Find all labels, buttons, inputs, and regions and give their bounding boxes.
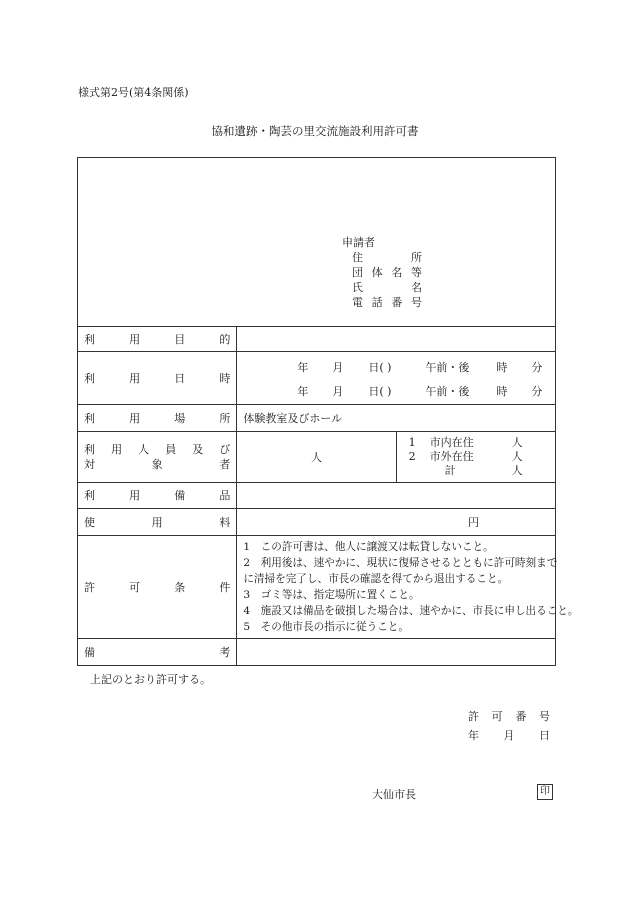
- purpose-label: 利 用 目 的: [78, 327, 237, 352]
- applicant-address-label: 住 所: [352, 251, 422, 264]
- fee-label: 使 用 料: [78, 509, 237, 536]
- condition-item: 5 その他市長の指示に従うこと。: [243, 621, 409, 633]
- equipment-value[interactable]: [237, 483, 556, 509]
- applicant-phone-label: 電 話 番 号: [352, 296, 422, 309]
- applicant-heading: 申請者: [342, 236, 375, 249]
- permit-table: [77, 157, 579, 666]
- persons-breakdown-row: 計 人: [444, 464, 523, 477]
- persons-breakdown-row: 1 市内在住 人: [408, 436, 523, 449]
- remarks-label: 備 考: [78, 639, 237, 666]
- applicant-section: [78, 158, 556, 327]
- date-line-start: 年 月 日( ) 午前・後 時 分: [297, 361, 543, 374]
- place-label: 利 用 場 所: [78, 405, 237, 432]
- persons-unit: 人: [310, 451, 322, 464]
- condition-item: 3 ゴミ等は、指定場所に置くこと。: [243, 589, 420, 601]
- condition-item: に清掃を完了し、市長の確認を得てから退出すること。: [243, 573, 509, 585]
- approval-statement: 上記のとおり許可する。: [90, 673, 211, 686]
- form-reference: 様式第2号(第4条関係): [78, 86, 189, 99]
- persons-label: 利 用 人 員 及 び 対 象 者: [78, 432, 237, 483]
- persons-breakdown: [396, 432, 555, 483]
- conditions-label: 許 可 条 件: [78, 536, 237, 639]
- permit-number-label: 許 可 番 号: [468, 710, 550, 723]
- date-line-end: 年 月 日( ) 午前・後 時 分: [297, 385, 543, 398]
- applicant-block: [342, 236, 422, 310]
- condition-item: 4 施設又は備品を破損した場合は、速やかに、市長に申し出ること。: [243, 605, 579, 617]
- purpose-value[interactable]: [237, 327, 556, 352]
- applicant-organization-label: 団 体 名 等: [352, 266, 422, 279]
- persons-total-value[interactable]: [237, 432, 396, 483]
- persons-breakdown-row: 2 市外在住 人: [408, 450, 523, 463]
- issuer-name: 大仙市長: [372, 788, 416, 801]
- date-label: 利 用 日 時: [78, 352, 237, 405]
- equipment-label: 利 用 備 品: [78, 483, 237, 509]
- fee-unit: 円: [468, 516, 479, 529]
- date-value[interactable]: [237, 352, 556, 405]
- permit-date-label: 年 月 日: [468, 729, 550, 742]
- fee-value[interactable]: [237, 509, 556, 536]
- remarks-value[interactable]: [237, 639, 556, 666]
- conditions-list: [237, 536, 579, 639]
- condition-item: 2 利用後は、速やかに、現状に復帰させるとともに許可時刻まで: [243, 557, 558, 569]
- applicant-name-label: 氏 名: [352, 281, 422, 294]
- document-title: 協和遺跡・陶芸の里交流施設利用許可書: [211, 124, 419, 138]
- seal-mark: 印: [537, 784, 553, 800]
- place-value[interactable]: 体験教室及びホール: [237, 405, 556, 432]
- condition-item: 1 この許可書は、他人に譲渡又は転貸しないこと。: [243, 541, 494, 553]
